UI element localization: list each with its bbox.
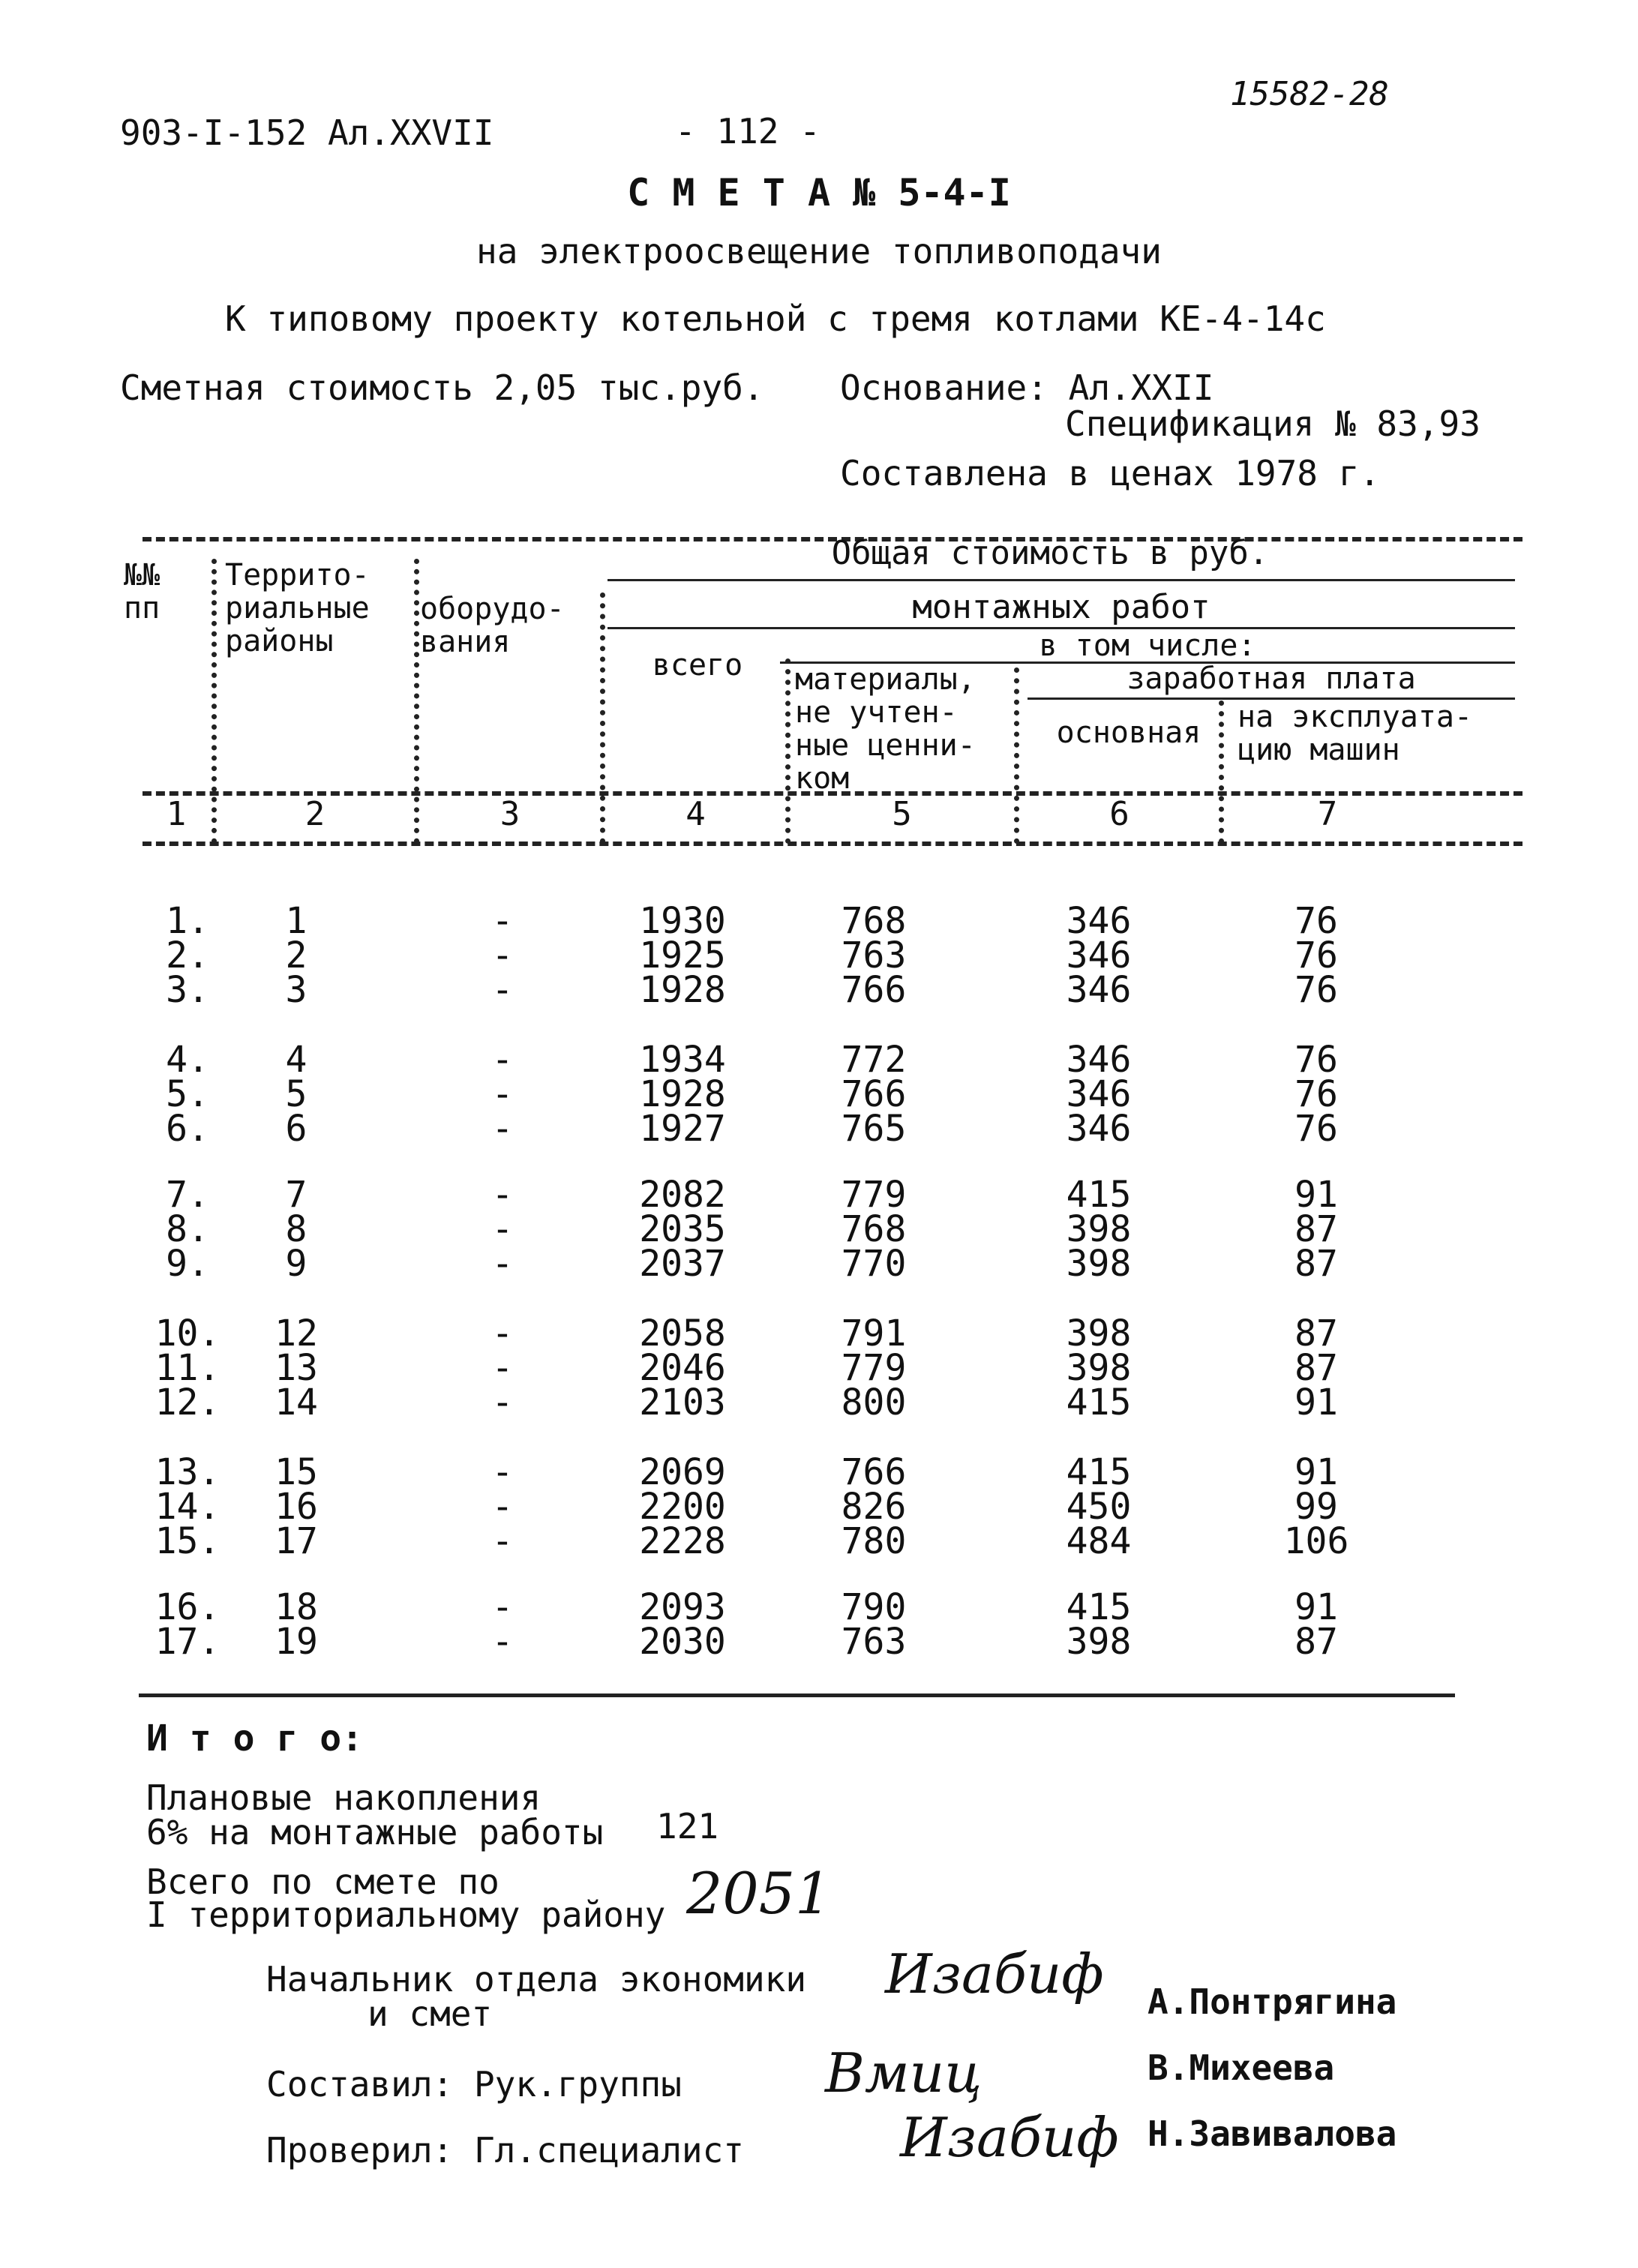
cell-equip: - (491, 1586, 514, 1628)
document-code: 903-I-152 Ал.XXVII (120, 112, 494, 153)
cell-equip: - (491, 900, 514, 942)
cell-total: 2093 (639, 1586, 726, 1628)
cell-mach: 87 (1294, 1621, 1338, 1663)
cell-total: 1928 (639, 1073, 726, 1115)
column-separator (1219, 700, 1224, 844)
cell-mach: 87 (1294, 1208, 1338, 1250)
signatory-role: Проверил: Гл.специалист (266, 2130, 744, 2170)
header-total: всего (652, 648, 743, 682)
cell-basic: 415 (1066, 1382, 1132, 1424)
cell-equip: - (491, 969, 514, 1011)
cell-mach: 106 (1283, 1520, 1349, 1562)
column-number: 4 (686, 795, 706, 833)
column-number: 7 (1317, 795, 1338, 833)
cell-total: 2046 (639, 1347, 726, 1389)
cell-n: 9. (166, 1243, 209, 1285)
cell-region: 17 (274, 1520, 318, 1562)
cell-mat: 766 (841, 969, 907, 1011)
cell-total: 1925 (639, 934, 726, 976)
cell-region: 18 (274, 1586, 318, 1628)
header-materials: материалы, не учтен- ные ценни- ком (795, 662, 976, 796)
header-total-cost: Общая стоимость в руб. (831, 534, 1269, 572)
cell-basic: 346 (1066, 1108, 1132, 1150)
cell-mat: 779 (841, 1174, 907, 1216)
cell-total: 2069 (639, 1451, 726, 1493)
cell-basic: 346 (1066, 969, 1132, 1011)
cell-equip: - (491, 1312, 514, 1354)
cell-mat: 766 (841, 1451, 907, 1493)
cell-mach: 76 (1294, 934, 1338, 976)
cell-basic: 398 (1066, 1243, 1132, 1285)
cell-equip: - (491, 1039, 514, 1081)
cell-n: 1. (166, 900, 209, 942)
cell-region: 14 (274, 1382, 318, 1424)
cell-mat: 763 (841, 1621, 907, 1663)
cell-region: 4 (285, 1039, 308, 1081)
cell-equip: - (491, 1621, 514, 1663)
cell-mach: 99 (1294, 1486, 1338, 1528)
cell-basic: 415 (1066, 1586, 1132, 1628)
cell-equip: - (491, 1073, 514, 1115)
price-basis: Составлена в ценах 1978 г. (840, 453, 1381, 494)
cell-mat: 768 (841, 900, 907, 942)
column-separator (1014, 668, 1019, 844)
cell-n: 15. (154, 1520, 220, 1562)
cell-n: 5. (166, 1073, 209, 1115)
cell-region: 15 (274, 1451, 318, 1493)
cell-mach: 76 (1294, 1108, 1338, 1150)
header-including: в том числе: (1039, 628, 1256, 663)
cell-n: 16. (154, 1586, 220, 1628)
cell-basic: 484 (1066, 1520, 1132, 1562)
cell-mach: 91 (1294, 1451, 1338, 1493)
basis: Основание: Ал.XXII (840, 368, 1214, 408)
cell-total: 2200 (639, 1486, 726, 1528)
signatory-role: Составил: Рук.группы (266, 2064, 682, 2104)
cell-n: 14. (154, 1486, 220, 1528)
cell-equip: - (491, 1174, 514, 1216)
archive-number: 15582-28 (1230, 75, 1389, 113)
header-basic: основная (1056, 716, 1202, 750)
cell-mach: 87 (1294, 1243, 1338, 1285)
grand-total-label: I территориальному району (146, 1894, 666, 1935)
cell-n: 6. (166, 1108, 209, 1150)
column-number: 3 (500, 795, 520, 833)
cell-basic: 398 (1066, 1208, 1132, 1250)
cell-mat: 780 (841, 1520, 907, 1562)
cell-region: 12 (274, 1312, 318, 1354)
cell-region: 2 (285, 934, 308, 976)
cell-mat: 790 (841, 1586, 907, 1628)
column-separator (600, 592, 605, 844)
cell-mach: 87 (1294, 1312, 1338, 1354)
header-bottom-rule (142, 842, 1522, 846)
cell-total: 2103 (639, 1382, 726, 1424)
cell-total: 2058 (639, 1312, 726, 1354)
cell-total: 1927 (639, 1108, 726, 1150)
cell-region: 13 (274, 1347, 318, 1389)
signatory-role: Начальник отдела экономики (266, 1959, 807, 2000)
project-reference: К типовому проекту котельной с тремя котлами КЕ-4-14с (225, 298, 1326, 339)
cell-mach: 87 (1294, 1347, 1338, 1389)
column-number: 5 (892, 795, 912, 833)
signature: Изабиф (900, 2106, 1119, 2169)
cell-region: 7 (285, 1174, 308, 1216)
cell-basic: 450 (1066, 1486, 1132, 1528)
cell-total: 2030 (639, 1621, 726, 1663)
cell-n: 10. (154, 1312, 220, 1354)
signatory-name: В.Михеева (1148, 2048, 1335, 2088)
cell-equip: - (491, 1382, 514, 1424)
cell-basic: 415 (1066, 1174, 1132, 1216)
cell-equip: - (491, 1451, 514, 1493)
cell-mat: 791 (841, 1312, 907, 1354)
planned-savings-label: Плановые накопления (146, 1778, 542, 1818)
planned-savings-value: 121 (656, 1806, 719, 1846)
cell-total: 1928 (639, 969, 726, 1011)
signatory-role: и смет (368, 1994, 493, 2034)
cell-mat: 763 (841, 934, 907, 976)
cell-equip: - (491, 1520, 514, 1562)
header-install: монтажных работ (912, 588, 1210, 626)
cell-equip: - (491, 1208, 514, 1250)
signature: Вмиц (825, 2042, 982, 2104)
cell-total: 1930 (639, 900, 726, 942)
signatory-name: Н.Завивалова (1148, 2114, 1397, 2154)
cell-n: 2. (166, 934, 209, 976)
cell-region: 1 (285, 900, 308, 942)
cell-n: 3. (166, 969, 209, 1011)
cell-basic: 398 (1066, 1621, 1132, 1663)
cell-region: 8 (285, 1208, 308, 1250)
column-number: 6 (1109, 795, 1130, 833)
cell-mat: 800 (841, 1382, 907, 1424)
cell-equip: - (491, 1243, 514, 1285)
signatory-name: А.Понтрягина (1148, 1982, 1397, 2022)
cell-equip: - (491, 934, 514, 976)
cell-n: 11. (154, 1347, 220, 1389)
cell-equip: - (491, 1347, 514, 1389)
specification: Спецификация № 83,93 (1065, 404, 1480, 444)
cell-mach: 76 (1294, 1073, 1338, 1115)
cell-basic: 346 (1066, 934, 1132, 976)
cell-n: 12. (154, 1382, 220, 1424)
cell-mach: 76 (1294, 900, 1338, 942)
cell-region: 6 (285, 1108, 308, 1150)
header-wages: заработная плата (1126, 662, 1416, 696)
planned-savings-label: 6% на монтажные работы (146, 1812, 604, 1852)
cell-mat: 826 (841, 1486, 907, 1528)
page-number: - 112 - (675, 111, 820, 152)
cell-mat: 765 (841, 1108, 907, 1150)
cell-mat: 770 (841, 1243, 907, 1285)
cell-region: 3 (285, 969, 308, 1011)
cell-n: 13. (154, 1451, 220, 1493)
header-equipment: оборудо- вания (420, 592, 565, 659)
cell-total: 2228 (639, 1520, 726, 1562)
cell-total: 2037 (639, 1243, 726, 1285)
signature: Изабиф (885, 1942, 1104, 2006)
cell-equip: - (491, 1108, 514, 1150)
cell-region: 19 (274, 1621, 318, 1663)
cell-basic: 346 (1066, 1039, 1132, 1081)
header-region: Террито- риальные районы (225, 558, 370, 658)
cell-mat: 779 (841, 1347, 907, 1389)
cell-mach: 91 (1294, 1586, 1338, 1628)
cell-n: 7. (166, 1174, 209, 1216)
page-title: С М Е Т А № 5-4-I (627, 171, 1011, 214)
cell-equip: - (491, 1486, 514, 1528)
header-number: №№ пп (124, 558, 160, 626)
cell-region: 9 (285, 1243, 308, 1285)
cell-mach: 76 (1294, 969, 1338, 1011)
cell-n: 4. (166, 1039, 209, 1081)
totals-heading: И т о г о: (146, 1718, 363, 1760)
cell-mat: 768 (841, 1208, 907, 1250)
cell-basic: 398 (1066, 1347, 1132, 1389)
cell-n: 8. (166, 1208, 209, 1250)
title-subtitle: на электроосвещение топливоподачи (476, 231, 1162, 272)
cell-mat: 766 (841, 1073, 907, 1115)
cell-basic: 346 (1066, 1073, 1132, 1115)
header-rule (608, 579, 1515, 581)
column-number: 2 (304, 795, 326, 833)
cell-mat: 772 (841, 1039, 907, 1081)
column-separator (785, 658, 790, 844)
cell-basic: 346 (1066, 900, 1132, 942)
column-separator (212, 559, 217, 844)
cell-mach: 91 (1294, 1382, 1338, 1424)
cell-n: 17. (154, 1621, 220, 1663)
cell-mach: 91 (1294, 1174, 1338, 1216)
header-machines: на эксплуата- цию машин (1238, 700, 1473, 767)
cell-total: 1934 (639, 1039, 726, 1081)
estimated-cost: Сметная стоимость 2,05 тыс.руб. (120, 368, 764, 408)
cell-basic: 398 (1066, 1312, 1132, 1354)
grand-total-label: Всего по смете по (146, 1862, 500, 1902)
cell-mach: 76 (1294, 1039, 1338, 1081)
grand-total-value: 2051 (686, 1860, 832, 1927)
column-number: 1 (166, 795, 187, 833)
cell-total: 2035 (639, 1208, 726, 1250)
table-bottom-rule (139, 1694, 1455, 1697)
cell-basic: 415 (1066, 1451, 1132, 1493)
cell-total: 2082 (639, 1174, 726, 1216)
cell-region: 5 (285, 1073, 308, 1115)
cell-region: 16 (274, 1486, 318, 1528)
column-separator (414, 559, 419, 844)
